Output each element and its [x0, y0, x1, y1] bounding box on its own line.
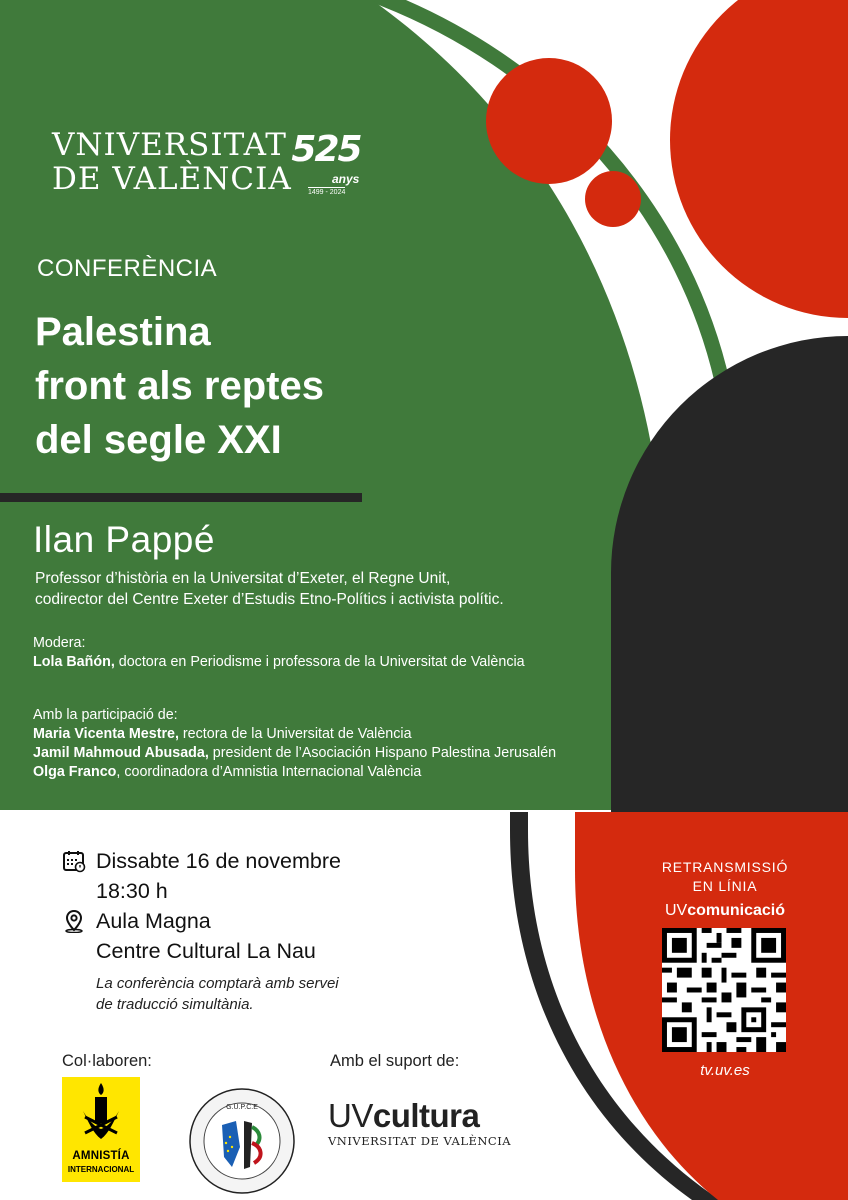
- uv-comunicacio-prefix: UV: [664, 902, 688, 919]
- event-date: Dissabte 16 de novembre: [96, 849, 342, 873]
- speaker-description-line: codirector del Centre Exeter d’Estudis Etno-Polítics i activista polític.: [35, 591, 504, 608]
- location-pin-icon: [62, 909, 86, 933]
- qr-code[interactable]: [662, 928, 786, 1052]
- translation-note-line: de traducció simultània.: [96, 996, 254, 1013]
- calendar-icon: [62, 849, 86, 873]
- broadcast-line: RETRANSMISSIÓ: [661, 859, 789, 875]
- moderator-line: [33, 653, 525, 672]
- participant-name: Jamil Mahmoud Abusada,: [33, 745, 209, 761]
- university-logo-line2: DE VALÈNCIA: [52, 161, 292, 197]
- speaker-description: [35, 568, 504, 610]
- anniversary-number: 525: [291, 129, 361, 170]
- title-line: front als reptes: [35, 364, 324, 408]
- participant-role: , coordinadora d’Amnistia Internacional València: [116, 764, 422, 780]
- amnesty-logo-line2: INTERNACIONAL: [67, 1165, 135, 1174]
- participant-role: president de l’Asociación Hispano Palestina Jerusalén: [208, 745, 557, 761]
- participants-heading: Amb la participació de:: [33, 707, 178, 723]
- uv-cultura-sub: VNIVERSITAT DE VALÈNCIA: [328, 1134, 512, 1148]
- uv-comunicacio-word: comunicació: [687, 902, 786, 919]
- title-line: Palestina: [35, 310, 211, 354]
- participant-item: [33, 763, 556, 782]
- amnesty-logo-line1: AMNISTÍA: [72, 1150, 130, 1162]
- anniversary-suffix: anys: [332, 172, 360, 186]
- title-line: del segle XXI: [35, 418, 282, 462]
- support-label: Amb el suport de:: [330, 1052, 460, 1070]
- moderator-name: Lola Bañón,: [33, 654, 115, 670]
- title-divider: [0, 493, 362, 502]
- event-venue-row: [62, 906, 341, 936]
- broadcast-line: EN LÍNIA: [692, 878, 758, 894]
- uv-cultura-logo: [328, 1098, 511, 1148]
- university-logo: [52, 128, 292, 196]
- participant-item: [33, 744, 556, 763]
- uv-comunicacio-logo: [640, 902, 810, 920]
- event-venue-row-2: [62, 936, 341, 966]
- participant-name: Olga Franco: [33, 764, 117, 780]
- uv-cultura-word: cultura: [372, 1097, 480, 1134]
- event-venue-building: Centre Cultural La Nau: [96, 939, 316, 963]
- gupce-seal: [188, 1087, 296, 1195]
- speaker-description-line: Professor d’història en la Universitat d’Exeter, el Regne Unit,: [35, 570, 451, 587]
- page-title: [35, 305, 324, 467]
- uv-cultura-prefix: UV: [328, 1097, 373, 1134]
- broadcast-label: [640, 858, 810, 896]
- moderator-block: [33, 634, 525, 672]
- event-venue: Aula Magna: [96, 909, 211, 933]
- speaker-name: Ilan Pappé: [33, 519, 215, 560]
- event-details: [62, 846, 341, 966]
- event-time-row: [62, 876, 341, 906]
- event-date-row: [62, 846, 341, 876]
- participants-block: [33, 706, 556, 782]
- participant-item: [33, 725, 556, 744]
- candle-icon: [79, 1081, 123, 1149]
- red-circle-small: [585, 171, 641, 227]
- moderator-heading: Modera:: [33, 635, 86, 651]
- red-circle-medium: [486, 58, 612, 184]
- collaborators-label: Col·laboren:: [62, 1052, 152, 1070]
- event-time: 18:30 h: [96, 879, 168, 903]
- participant-name: Maria Vicenta Mestre,: [33, 726, 179, 742]
- anniversary-years: 1499 - 2024: [308, 189, 346, 196]
- amnesty-logo: [62, 1077, 140, 1182]
- gupce-label: G.U.P.C.E: [226, 1104, 258, 1111]
- translation-note-line: La conferència comptarà amb servei: [96, 975, 339, 992]
- broadcast-url[interactable]: tv.uv.es: [700, 1062, 750, 1079]
- event-type: CONFERÈNCIA: [37, 255, 218, 282]
- anniversary-logo: [286, 129, 366, 196]
- university-logo-line1: VNIVERSITAT: [52, 127, 287, 163]
- moderator-role: doctora en Periodisme i professora de la Universitat de València: [114, 654, 525, 670]
- translation-note: [96, 973, 339, 1015]
- participant-role: rectora de la Universitat de València: [178, 726, 412, 742]
